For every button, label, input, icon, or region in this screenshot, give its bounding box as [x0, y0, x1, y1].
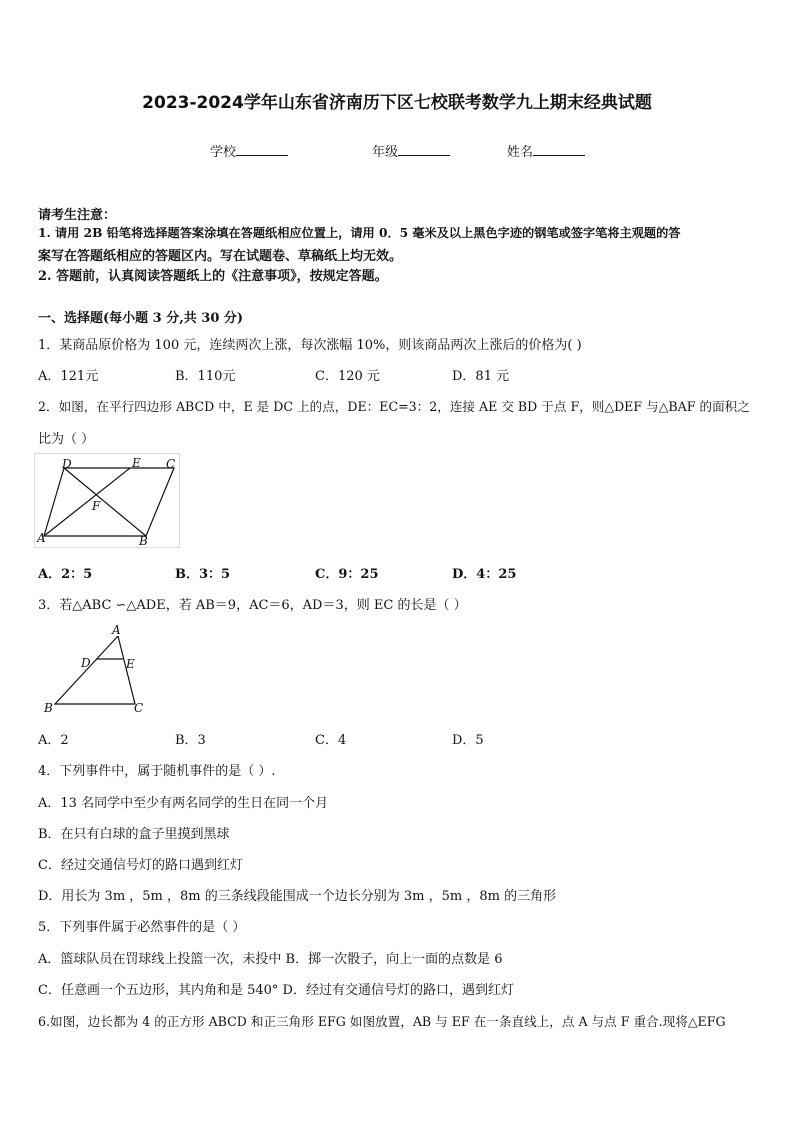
question-1-stem: 1．某商品原价格为 100 元，连续两次上涨，每次涨幅 10%，则该商品两次上涨后的价格为( ) — [38, 338, 582, 353]
label-c: C — [166, 457, 176, 471]
q3-option-a: A．2 — [38, 733, 69, 748]
question-2-stem-line1: 2．如图，在平行四边形 ABCD 中，E 是 DC 上的点，DE：EC=3：2，连接 AE 交 BD 于点 F，则△DEF 与△BAF 的面积之 — [38, 399, 750, 414]
parallelogram-abcd — [44, 468, 174, 536]
label-e: E — [126, 657, 135, 671]
q2-option-c: C．9：25 — [315, 567, 379, 582]
label-a: A — [37, 531, 46, 545]
q5-options-line2: C．任意画一个五边形，其内角和是 540° D．经过有交通信号灯的路口，遇到红灯 — [38, 983, 514, 998]
grade-label: 年级 — [372, 145, 399, 160]
label-b: B — [139, 534, 148, 548]
question-2-stem-line2: 比为（ ） — [38, 432, 95, 447]
label-d: D — [62, 457, 72, 471]
q2-option-a: A．2：5 — [38, 567, 93, 582]
notice-heading: 请考生注意： — [38, 208, 117, 223]
q1-option-d: D．81 元 — [452, 369, 510, 384]
q3-option-b: B．3 — [175, 733, 206, 748]
q4-option-c: C．经过交通信号灯的路口遇到红灯 — [38, 858, 243, 873]
q4-option-a: A．13 名同学中至少有两名同学的生日在同一个月 — [38, 796, 329, 811]
notice-item1-line1: 1. 请用 2B 铅笔将选择题答案涂填在答题纸相应位置上，请用 0．5 毫米及以上黑色字迹的钢笔或签字笔将主观题的答 — [38, 226, 681, 240]
triangle-abc — [55, 636, 135, 704]
q3-option-d: D．5 — [452, 733, 484, 748]
page-title: 2023-2024学年山东省济南历下区七校联考数学九上期末经典试题 — [142, 93, 652, 113]
q3-option-c: C．4 — [315, 733, 347, 748]
label-c: C — [134, 701, 144, 715]
notice-item2: 2. 答题前，认真阅读答题纸上的《注意事项》，按规定答题。 — [38, 269, 388, 284]
label-f: F — [92, 499, 101, 513]
diagonal-bd — [64, 468, 146, 536]
q5-options-line1: A．篮球队员在罚球线上投篮一次，未投中 B．掷一次骰子，向上一面的点数是 6 — [38, 952, 503, 967]
section-heading: 一、选择题(每小题 3 分,共 30 分) — [38, 311, 244, 326]
label-e: E — [132, 456, 141, 470]
q4-option-b: B．在只有白球的盒子里摸到黑球 — [38, 827, 230, 842]
school-blank — [236, 143, 288, 156]
question-6-stem: 6.如图，边长都为 4 的正方形 ABCD 和正三角形 EFG 如图放置，AB 与 EF 在一条直线上，点 A 与点 F 重合.现将△EFG — [38, 1014, 726, 1029]
grade-field — [372, 141, 450, 160]
name-blank — [533, 143, 585, 156]
parallelogram-figure — [34, 453, 184, 551]
label-a: A — [112, 623, 121, 637]
q1-option-a: A．121元 — [38, 369, 99, 384]
q1-option-c: C．120 元 — [315, 369, 380, 384]
name-label: 姓名 — [507, 145, 534, 160]
q2-option-d: D．4：25 — [452, 567, 517, 582]
question-5-stem: 5．下列事件属于必然事件的是（ ） — [38, 920, 246, 935]
triangle-figure — [40, 622, 152, 716]
question-3-stem: 3．若△ABC ∽△ADE，若 AB＝9，AC＝6，AD＝3，则 EC 的长是（ ） — [38, 598, 467, 613]
label-d: D — [81, 656, 91, 670]
question-4-stem: 4．下列事件中，属于随机事件的是（ ）. — [38, 764, 276, 779]
segment-ae — [44, 468, 130, 536]
school-field — [210, 141, 288, 160]
grade-blank — [398, 143, 450, 156]
notice-item1-line2: 案写在答题纸相应的答题区内。写在试题卷、草稿纸上均无效。 — [38, 249, 403, 264]
q2-option-b: B．3：5 — [175, 567, 231, 582]
label-b: B — [44, 701, 53, 715]
school-label: 学校 — [210, 145, 237, 160]
q1-option-b: B．110元 — [175, 369, 236, 384]
name-field — [507, 141, 585, 160]
q4-option-d: D．用长为 3m ，5m ，8m 的三条线段能围成一个边长分别为 3m ，5m ，8m 的三角形 — [38, 889, 557, 904]
